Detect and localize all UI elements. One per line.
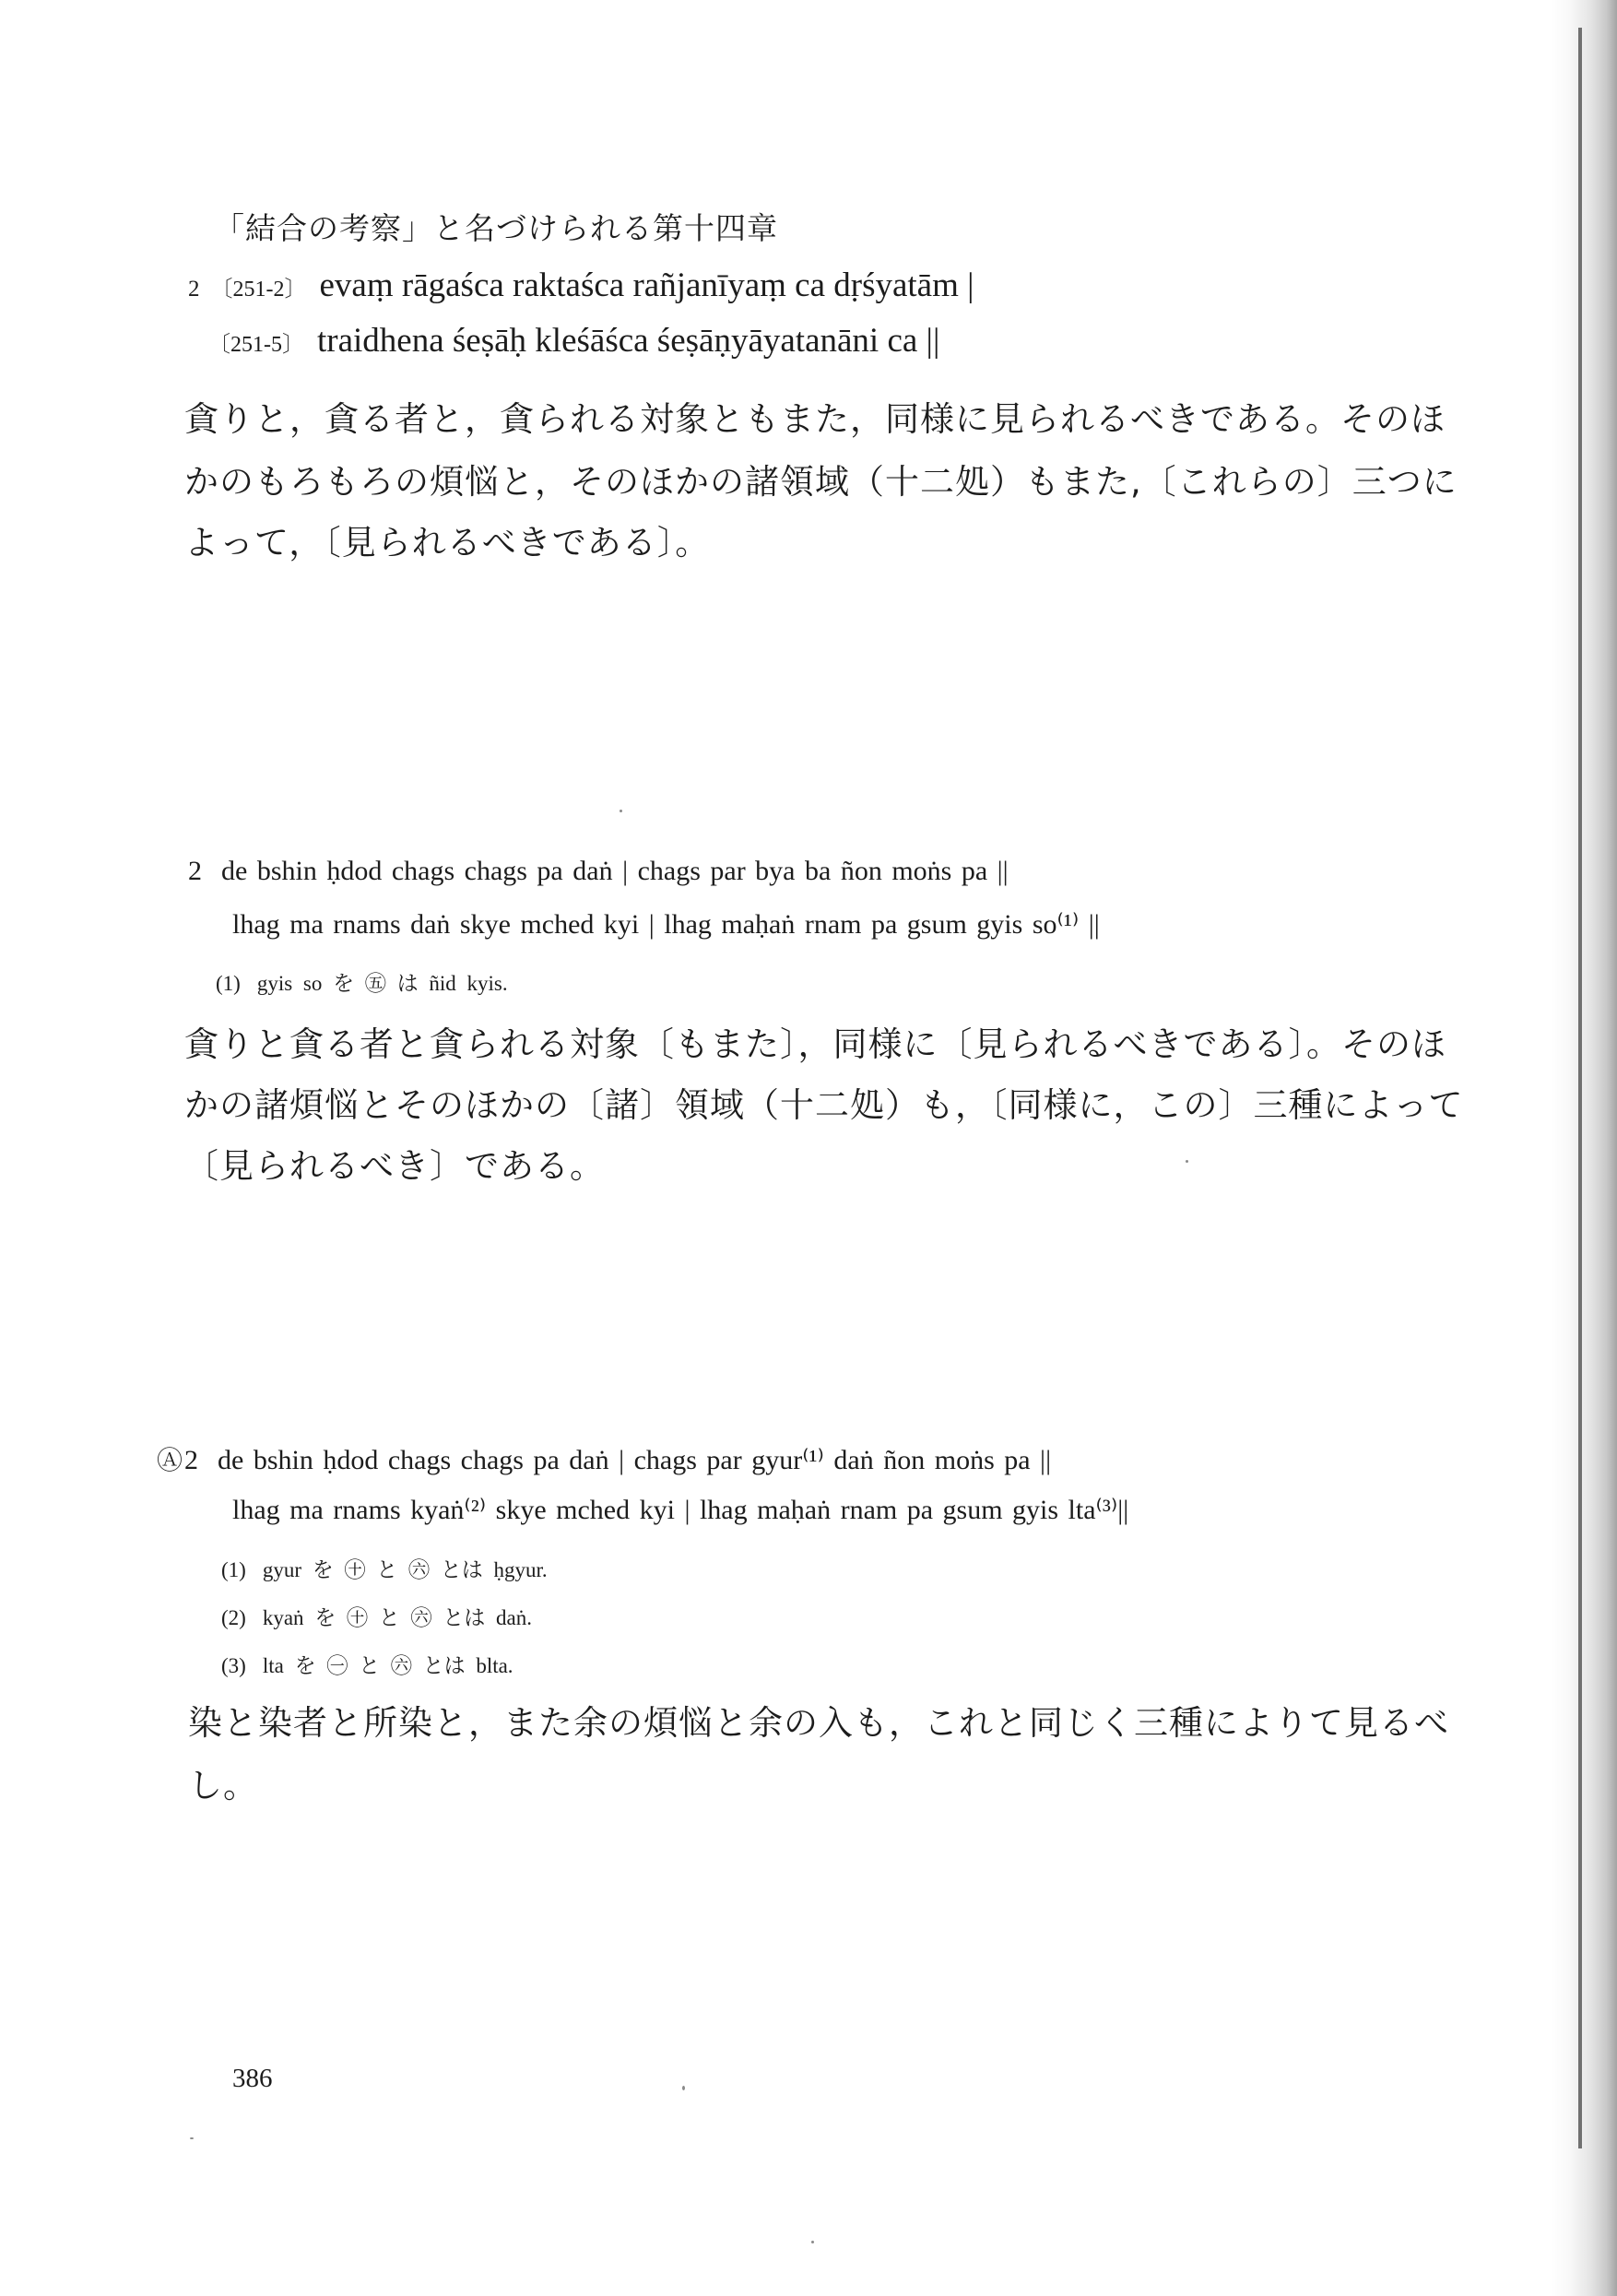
binding-shadow bbox=[1551, 0, 1617, 2296]
footnote-mark: (2) bbox=[221, 1606, 246, 1629]
binding-edge-line bbox=[1578, 28, 1582, 2148]
verse-number: 2 bbox=[184, 1445, 199, 1475]
translation-2-line-3: 〔見られるべき〕である。 bbox=[184, 1146, 605, 1186]
scan-speck bbox=[682, 2086, 685, 2090]
scan-speck bbox=[190, 2137, 194, 2139]
verse-number: 2 bbox=[188, 277, 200, 302]
footnote-mark: (3) bbox=[221, 1654, 246, 1677]
footnote bbox=[216, 966, 508, 997]
footnote bbox=[221, 1649, 513, 1679]
page-number: 386 bbox=[232, 2064, 273, 2093]
footnote bbox=[221, 1601, 532, 1631]
tibetan-2-line-1 bbox=[157, 1440, 1051, 1477]
footnote-mark: (1) bbox=[216, 972, 241, 995]
footnote-text: kyaṅ を ㊉ と ㊅ とは daṅ. bbox=[262, 1606, 532, 1629]
tibetan-text: de bshin ḥdod chags chags pa daṅ | chags par gyur⁽¹⁾ daṅ ñon moṅs pa || bbox=[218, 1445, 1052, 1475]
verse-reference: 〔251-2〕 bbox=[210, 278, 307, 302]
sanskrit-line-2 bbox=[208, 321, 939, 361]
footnote-text: gyur を ㊉ と ㊅ とは ḥgyur. bbox=[262, 1558, 548, 1581]
sanskrit-text: traidhena śeṣāḥ kleśāśca śeṣāṇyāyatanāni ca || bbox=[317, 322, 940, 360]
footnote-text: lta を ㊀ と ㊅ とは blta. bbox=[262, 1654, 513, 1677]
translation-1-line-2: かのもろもろの煩悩と，そのほかの諸領域（十二処）もまた,〔これらの〕三つに bbox=[184, 462, 1458, 502]
circled-a-marker: Ⓐ bbox=[157, 1445, 183, 1475]
tibetan-1-line-1 bbox=[188, 856, 1009, 887]
translation-3-line-2: し。 bbox=[188, 1766, 258, 1805]
chapter-title: 「結合の考察」と名づけられる第十四章 bbox=[214, 210, 778, 246]
translation-2-line-2: かの諸煩悩とそのほかの〔諸〕領域（十二処）も，〔同様に，この〕三種によって bbox=[184, 1085, 1464, 1125]
tibetan-1-line-2: lhag ma rnams daṅ skye mched kyi | lhag maḥaṅ rnam pa gsum gyis so⁽¹⁾ || bbox=[232, 909, 1100, 940]
footnote-mark: (1) bbox=[221, 1558, 246, 1581]
tibetan-2-line-2: lhag ma rnams kyaṅ⁽²⁾ skye mched kyi | lhag maḥaṅ rnam pa gsum gyis lta⁽³⁾|| bbox=[232, 1495, 1129, 1525]
scan-speck bbox=[1186, 1160, 1188, 1163]
scan-speck bbox=[620, 810, 622, 812]
translation-1-line-1: 貪りと，貪る者と，貪られる対象ともまた，同様に見られるべきである。そのほ bbox=[184, 399, 1446, 439]
translation-3-line-1: 染と染者と所染と，また余の煩悩と余の入も，これと同じく三種によりて見るべ bbox=[188, 1703, 1449, 1743]
sanskrit-line-1 bbox=[188, 266, 974, 305]
scan-speck bbox=[811, 2241, 814, 2243]
tibetan-text: de bshin ḥdod chags chags pa daṅ | chags par bya ba ñon moṅs pa || bbox=[221, 856, 1009, 886]
translation-1-line-3: よって，〔見られるべきである〕。 bbox=[184, 523, 711, 562]
sanskrit-text: evaṃ rāgaśca raktaśca rañjanīyaṃ ca dṛśyatām | bbox=[319, 266, 974, 304]
translation-2-line-1: 貪りと貪る者と貪られる対象〔もまた〕，同様に〔見られるべきである〕。そのほ bbox=[184, 1024, 1446, 1064]
verse-number: 2 bbox=[188, 856, 202, 886]
footnote-text: gyis so を ㊄ は ñid kyis. bbox=[256, 972, 508, 995]
footnote bbox=[221, 1553, 548, 1583]
verse-reference: 〔251-5〕 bbox=[208, 333, 304, 357]
